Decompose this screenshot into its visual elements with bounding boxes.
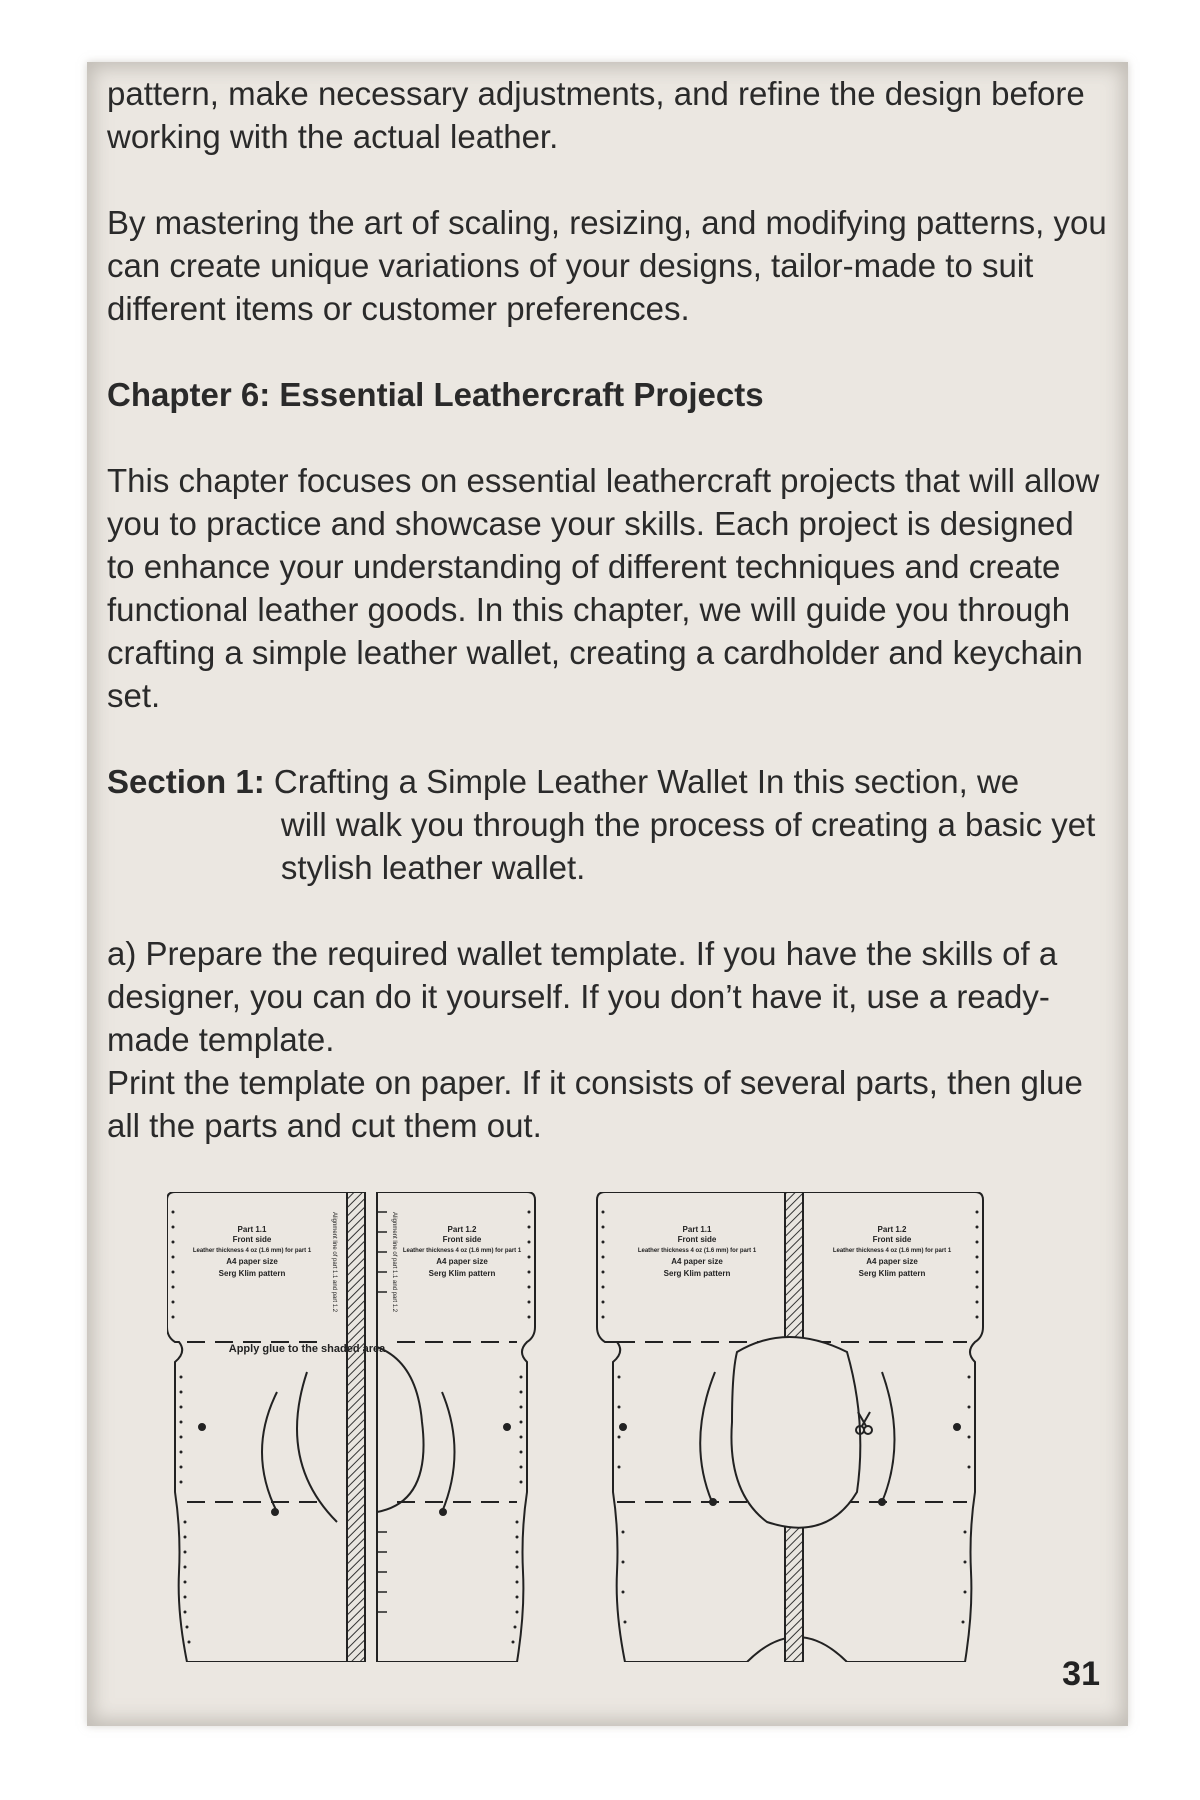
paragraph-print: Print the template on paper. If it consists of several parts, then glue all the parts and cut them out. [107,1064,1083,1144]
part-1-2-side: Front side [442,1235,482,1244]
section-rest: will walk you through the process of creating a basic yet stylish leather wallet. [280,806,1096,886]
combined-part-1-2-side: Front side [872,1235,912,1244]
page-number: 31 [1062,1655,1100,1693]
combined-part-1-2-paper: A4 paper size [866,1257,918,1266]
combined-part-1-1-side: Front side [677,1235,717,1244]
part-1-2-author: Serg Klim pattern [428,1269,496,1278]
paragraph-step-a: a) Prepare the required wallet template. If you have the skills of a designer, you can do it yourself. If you don’t have it, use a ready-made template. [107,935,1058,1058]
paragraph-chapter-intro: This chapter focuses on essential leathercraft projects that will allow you to practice and showcase your skills. Each project is designed to enhance your understanding of different techniques and create functional leather goods. In this chapter, we will guide you through crafting a simple leather wallet, creating a cardholder and keychain set. [107,462,1100,714]
part-1-2-align-label: Alignment line of part 1.1 and part 1.2 [391,1212,397,1313]
part-1-2-ticks [377,1212,387,1612]
part-1-1-paper: A4 paper size [226,1257,278,1266]
combined-pocket [731,1337,860,1528]
combined-label-left [638,1225,757,1278]
paragraph-intro: pattern, make necessary adjustments, and refine the design before working with the actual leather. [107,75,1085,155]
part-1-1-author: Serg Klim pattern [218,1269,286,1278]
book-page [87,62,1128,1726]
combined-label-right [833,1225,952,1278]
part-1-1-thickness: Leather thickness 4 oz (1.6 mm) for part 1 [192,1248,312,1254]
combined-part-1-2-thickness: Leather thickness 4 oz (1.6 mm) for part 1 [832,1248,952,1254]
section-body [274,760,1107,889]
combined-part-1-1-author: Serg Klim pattern [663,1269,731,1278]
part-1-1-hatched-strip [347,1192,365,1662]
paragraph-scaling: By mastering the art of scaling, resizing, and modifying patterns, you can create unique variations of your designs, tailor-made to suit different items or customer preferences. [107,204,1107,327]
part-1-2-paper: A4 paper size [436,1257,488,1266]
section-heading [107,760,1107,889]
combined-part-1-1-title: Part 1.1 [682,1225,712,1234]
combined-part-1-2-title: Part 1.2 [877,1225,907,1234]
part-1-2-label [403,1225,522,1278]
part-1-1-label [193,1225,312,1278]
part-1-1-title: Part 1.1 [237,1225,267,1234]
combined-pattern [597,1192,983,1662]
combined-part-1-1-paper: A4 paper size [671,1257,723,1266]
glue-note: Apply glue to the shaded area [228,1343,386,1355]
section-first-line: Crafting a Simple Leather Wallet In this section, we [273,763,1020,800]
combined-part-1-2-author: Serg Klim pattern [858,1269,926,1278]
combined-part-1-1-thickness: Leather thickness 4 oz (1.6 mm) for part 1 [637,1248,757,1254]
chapter-heading: Chapter 6: Essential Leathercraft Projects [107,376,764,413]
wallet-template-figure [167,1192,1067,1662]
part-1-2-title: Part 1.2 [447,1225,477,1234]
part-1-1-align-label: Alignment line of part 1.1 and part 1.2 [331,1212,337,1313]
section-label: Section 1: [107,763,274,800]
part-1-1-side: Front side [232,1235,272,1244]
part-1-2-thickness: Leather thickness 4 oz (1.6 mm) for part 1 [402,1248,522,1254]
page-text [107,72,1107,1147]
